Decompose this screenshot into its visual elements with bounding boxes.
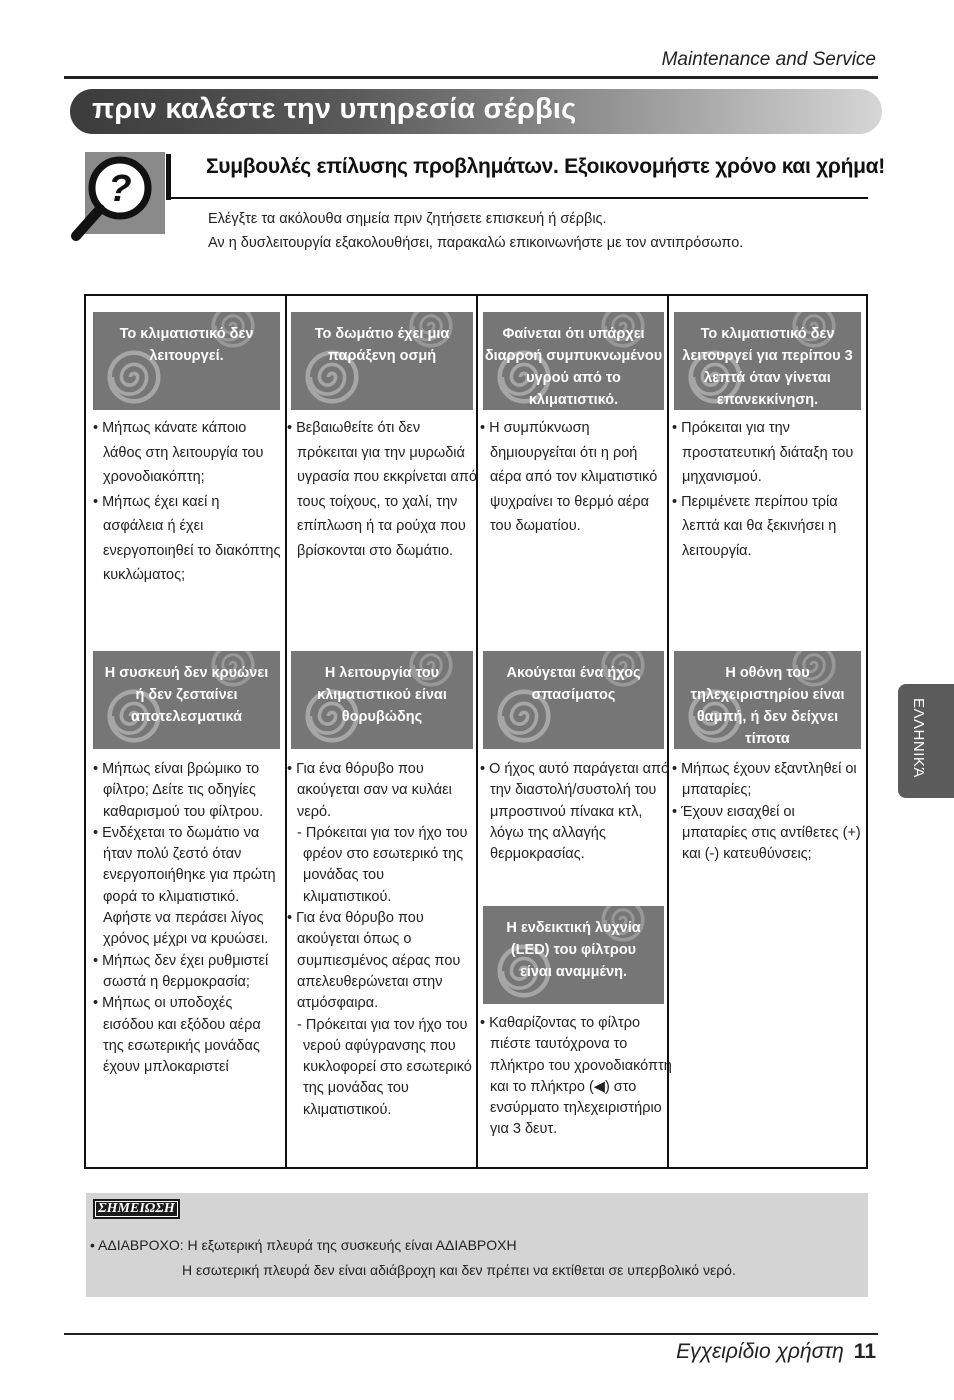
symptom-box: [483, 312, 664, 410]
remedy-line: δημιουργείται ότι η ροή: [490, 444, 638, 461]
remedy-line: εισόδου και εξόδου αέρα: [103, 1016, 261, 1033]
remedy-line: επίπλωση ή τα ρούχα που: [297, 518, 466, 534]
remedy-line: ενεργοποιήθηκε για πρώτη: [103, 867, 276, 884]
remedy-line: • Μήπως έχουν εξαντληθεί οι: [672, 761, 857, 777]
remedy-line: μηχανισμού.: [682, 469, 762, 485]
symptom-line: θαμπή, ή δεν δείχνει: [696, 709, 839, 725]
language-tab-label: ΕΛΛΗΝΙΚΆ: [910, 698, 927, 778]
remedy-line: και το πλήκτρο (◀) στο: [490, 1078, 637, 1095]
remedy-line: • Η συμπύκνωση: [480, 420, 590, 436]
tips-heading: Συμβουλές επίλυσης προβλημάτων. Εξοικονομήστε χρόνο και χρήμα!: [206, 155, 885, 178]
remedy-text: [93, 416, 285, 588]
symptom-line: Η ενδεικτική λυχνία: [506, 920, 641, 936]
page-title: πριν καλέστε την υπηρεσία σέρβις: [92, 93, 577, 125]
symptom-text: [291, 312, 473, 367]
remedy-line: βρίσκονται στο δωμάτιο.: [297, 542, 454, 559]
svg-text:?: ?: [108, 168, 132, 210]
note-label: ΣΗΜΕΙΩΣΗ: [93, 1199, 180, 1219]
symptom-text: [483, 906, 664, 983]
remedy-line: προστατευτική διάταξη του: [682, 444, 854, 461]
symptom-box: [674, 312, 861, 410]
symptom-line: αποτελεσματικά: [130, 709, 243, 725]
remedy-line: • Πρόκειται για την: [672, 420, 790, 436]
symptom-text: [674, 651, 861, 749]
symptom-text: [291, 651, 473, 728]
remedy-line: ενεργοποιηθεί το διακόπτης: [103, 542, 281, 559]
remedy-line: πρόκειται για την μυρωδιά: [297, 444, 465, 461]
remedy-line: • Μήπως κάνατε κάποιο: [93, 420, 247, 436]
symptom-line: θορυβώδης: [341, 709, 423, 725]
remedy-line: - Πρόκειται για τον ήχο του: [297, 824, 468, 841]
remedy-line: • Για ένα θόρυβο που: [287, 761, 424, 777]
symptom-box: [674, 651, 861, 749]
remedy-line: • Μήπως δεν έχει ρυθμιστεί: [93, 952, 269, 969]
remedy-line: θερμοκρασίας.: [490, 846, 585, 863]
remedy-line: • Μήπως είναι βρώμικο το: [93, 761, 260, 777]
remedy-line: την διαστολή/συστολή του: [490, 782, 657, 799]
remedy-line: φίλτρο; Δείτε τις οδηγίες: [103, 782, 256, 799]
remedy-line: • Καθαρίζοντας το φίλτρο: [480, 1015, 641, 1031]
symptom-line: τίποτα: [745, 731, 790, 747]
symptom-line: λειτουργεί.: [149, 348, 224, 364]
symptom-box: [291, 312, 473, 410]
remedy-line: • Για ένα θόρυβο που: [287, 910, 424, 927]
symptom-box: [483, 651, 664, 749]
remedy-line: χρονοδιακόπτη;: [103, 469, 205, 485]
symptom-box-led: [483, 906, 664, 1004]
remedy-text: [672, 416, 864, 563]
symptom-text: [483, 651, 664, 706]
title-banner: [70, 89, 882, 134]
symptom-line: (LED) του φίλτρου: [510, 942, 637, 958]
remedy-line: • Βεβαιωθείτε ότι δεν: [287, 420, 421, 436]
remedy-line: καθαρισμού του φίλτρου.: [103, 803, 264, 820]
header-rule: [64, 76, 878, 79]
remedy-line: • Ο ήχος αυτό παράγεται από: [480, 761, 670, 777]
remedy-line: • Μήπως έχει καεί η: [93, 493, 220, 510]
remedy-line: τους τοίχους, το χαλί, την: [297, 493, 458, 510]
symptom-line: είναι αναμμένη.: [519, 964, 628, 980]
symptom-line: Φαίνεται ότι υπάρχει: [502, 326, 645, 342]
remedy-line: χρόνος μέχρι να κρυώσει.: [103, 931, 269, 948]
symptom-line: Το κλιματιστικό δεν: [119, 326, 254, 342]
symptom-line: παράξενη οσμή: [327, 348, 437, 364]
remedy-line: έχουν μπλοκαριστεί: [103, 1059, 229, 1076]
remedy-line: υγρασία που εκκρίνεται από: [297, 469, 477, 485]
remedy-line: κυκλώματος;: [103, 567, 186, 583]
symptom-line: σπασίματος: [531, 687, 616, 703]
tips-rule: [166, 197, 868, 199]
remedy-line: κυκλοφορεί στο εσωτερικό: [303, 1059, 472, 1076]
symptom-line: λεπτά όταν γίνεται: [704, 370, 831, 386]
remedy-line: συμπιεσμένος αέρας που: [297, 952, 461, 969]
remedy-line: • Ενδέχεται το δωμάτιο να: [93, 824, 260, 841]
section-header: Maintenance and Service: [661, 49, 876, 70]
footer: [676, 1340, 876, 1364]
remedy-line: - Πρόκειται για τον ήχο του: [297, 1016, 468, 1033]
remedy-line: για 3 δευτ.: [490, 1121, 558, 1138]
remedy-text: [480, 759, 672, 865]
symptom-line: Η λειτουργία του: [324, 665, 440, 681]
remedy-text: [287, 416, 479, 563]
remedy-line: ασφάλεια ή έχει: [103, 518, 204, 534]
remedy-line: ακούγεται σαν να κυλάει: [297, 782, 452, 799]
remedy-line: αέρα από τον κλιματιστικό: [490, 469, 658, 485]
remedy-line: λάθος στη λειτουργία του: [103, 444, 264, 461]
remedy-line: • Έχουν εισαχθεί οι: [672, 803, 795, 820]
remedy-line: ακούγεται όπως ο: [297, 931, 412, 948]
footer-title: Εγχειρίδιο χρήστη: [676, 1340, 844, 1363]
remedy-line: μονάδας του: [303, 867, 385, 884]
remedy-line: και (-) κατευθύνσεις;: [682, 846, 812, 863]
remedy-text: [93, 759, 285, 1078]
remedy-text: [287, 759, 479, 1121]
symptom-box: [93, 312, 280, 410]
intro-line-1: Ελέγξτε τα ακόλουθα σημεία πριν ζητήσετε επισκευή ή σέρβις.: [208, 211, 607, 227]
remedy-line: πιέστε ταυτόχρονα το: [490, 1036, 628, 1053]
remedy-line: του δωματίου.: [490, 518, 581, 534]
remedy-line: λόγω της αλλαγής: [490, 824, 606, 841]
note-line-1: • ΑΔΙΑΒΡΟΧΟ: Η εξωτερική πλευρά της συσκευής είναι ΑΔΙΑΒΡΟΧΗ: [90, 1237, 517, 1253]
symptom-text: [483, 312, 664, 410]
remedy-line: φορά το κλιματιστικό.: [103, 888, 240, 905]
symptom-line: υγρού από το: [526, 370, 621, 386]
tips-bar: [166, 154, 171, 200]
symptom-line: Η οθόνη του: [725, 665, 810, 681]
symptom-line: Η συσκευή δεν κρυώνει: [104, 665, 269, 681]
remedy-line: νερό.: [297, 803, 332, 820]
symptom-box: [93, 651, 280, 749]
footer-rule: [64, 1333, 878, 1335]
remedy-line: • Μήπως οι υποδοχές: [93, 995, 233, 1012]
intro-line-2: Αν η δυσλειτουργία εξακολουθήσει, παρακαλώ επικοινωνήστε με τον αντιπρόσωπο.: [208, 235, 744, 251]
remedy-line: νερού αφύγρανσης που: [303, 1037, 456, 1054]
symptom-line: επανεκκίνηση.: [716, 392, 819, 408]
remedy-line: λειτουργία.: [682, 542, 752, 559]
remedy-line: μπαταρίες;: [682, 782, 752, 799]
remedy-line: λεπτά και θα ξεκινήσει η: [682, 518, 837, 534]
remedy-line: ήταν πολύ ζεστό όταν: [103, 846, 242, 863]
remedy-line: κλιματιστικού.: [303, 1101, 392, 1118]
remedy-line: σωστά η θερμοκρασία;: [103, 973, 250, 990]
remedy-line: • Περιμένετε περίπου τρία: [672, 493, 838, 510]
remedy-line: ατμόσφαιρα.: [297, 995, 379, 1012]
symptom-line: κλιματιστικό.: [528, 392, 619, 408]
remedy-line: μπαταρίες στις αντίθετες (+): [682, 824, 861, 841]
remedy-line: απελευθερώνεται στην: [297, 973, 443, 990]
symptom-line: λειτουργεί για περίπου 3: [682, 348, 853, 364]
symptom-line: Το κλιματιστικό δεν: [700, 326, 835, 342]
remedy-line: πλήκτρο του χρονοδιακόπτη: [490, 1057, 672, 1074]
remedy-line: ψυχραίνει το θερμό αέρα: [490, 493, 650, 510]
symptom-text: [674, 312, 861, 410]
note-box: [86, 1193, 868, 1297]
remedy-line: Αφήστε να περάσει λίγος: [103, 910, 264, 927]
remedy-line: της εσωτερικής μονάδας: [103, 1037, 260, 1054]
remedy-line: κλιματιστικού.: [303, 888, 392, 905]
symptom-line: Ακούγεται ένα ήχος: [506, 665, 641, 681]
note-line-2: Η εσωτερική πλευρά δεν είναι αδιάβροχη και δεν πρέπει να εκτίθεται σε υπερβολικό νερό.: [182, 1262, 736, 1278]
page-number: 11: [853, 1340, 876, 1363]
symptom-box: [291, 651, 473, 749]
symptom-text: [93, 312, 280, 367]
remedy-line: ενσύρματο τηλεχειριστήριο: [490, 1100, 662, 1117]
remedy-line: μπροστινού πίνακα κτλ,: [490, 803, 643, 820]
symptom-line: κλιματιστικού είναι: [317, 687, 447, 703]
question-magnifier-icon: [70, 152, 170, 242]
remedy-line: της μονάδας του: [303, 1080, 409, 1097]
symptom-line: Το δωμάτιο έχει μια: [314, 326, 450, 342]
symptom-line: τηλεχειριστηρίου είναι: [690, 687, 845, 703]
remedy-line: φρέον στο εσωτερικό της: [303, 846, 464, 863]
remedy-text: [480, 416, 672, 539]
symptom-text: [93, 651, 280, 728]
remedy-text-led: [480, 1013, 672, 1141]
remedy-text: [672, 759, 864, 865]
symptom-line: ή δεν ζεσταίνει: [135, 687, 238, 703]
language-tab: [898, 684, 954, 798]
symptom-line: διαρροή συμπυκνωμένου: [484, 348, 663, 364]
